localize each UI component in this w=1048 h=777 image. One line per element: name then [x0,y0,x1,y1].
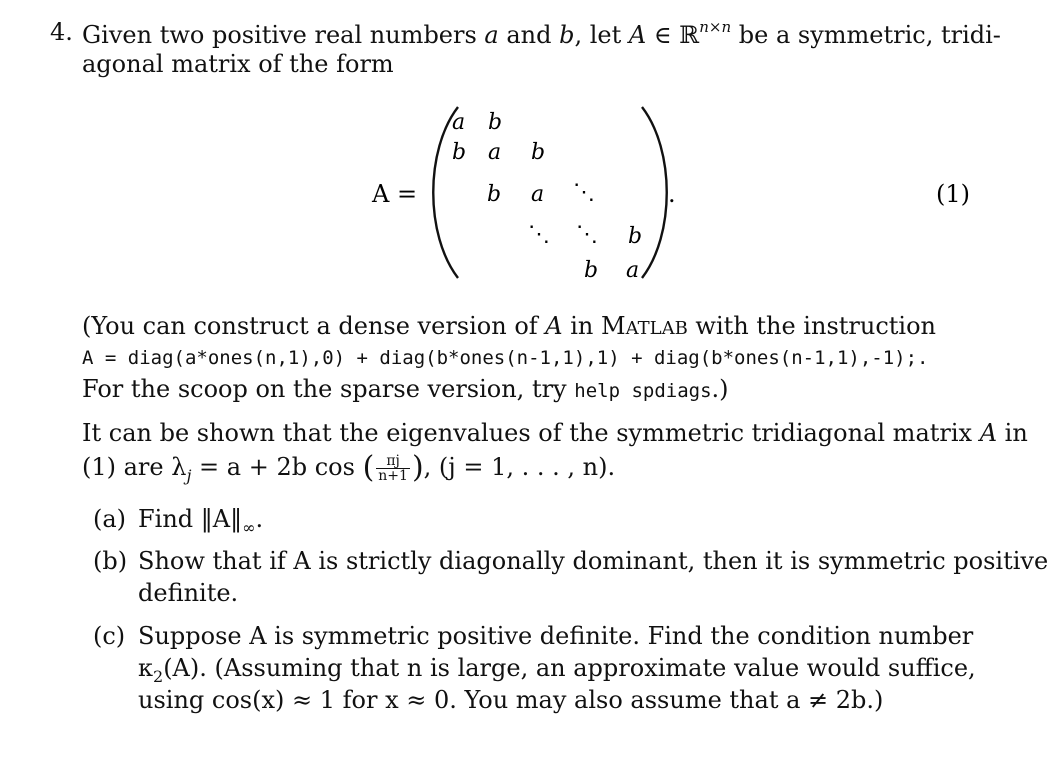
equation-number: (1) [936,180,970,208]
eigen-line-2: (1) are $\lambda_j = a + 2b$ cos ( $\frac{\pi j}{n+1}$ ), (j = 1, . . . , n). [82,450,616,485]
part-b-line-2: definite. [138,579,239,607]
matrix-entry: b [531,140,546,165]
part-c-line-2: $\kappa_2(A)$. (Assuming that n is large, an approximate value would suffice, [138,654,976,686]
matrix-equation [0,95,1024,295]
matlab-line-3: For the scoop on the sparse version, try help spdiags.) [82,375,729,403]
eigen-fraction: $\frac{\pi j}{n+1}$ [378,453,408,484]
matlab-line-1: (You can construct a dense version of A in MATLAB with the instruction [82,312,936,340]
matrix-entry: a [531,182,545,207]
problem-line-2: agonal matrix of the form [82,50,394,78]
matlab-code: A = diag(a*ones(n,1),0) + diag(b*ones(n-1,1),1) + diag(b*ones(n-1,1),-1);. [82,347,929,369]
matrix-entry: ⋱ [528,222,550,247]
part-b-label: (b) [93,547,128,575]
part-c-line-3: using cos(x) ≈ 1 for x ≈ 0. You may also assume that a ≠ 2b.) [138,686,884,714]
eigen-line-1: It can be shown that the eigenvalues of the symmetric tridiagonal matrix A in [82,419,1028,447]
matrix-entry: b [584,258,599,283]
part-a-label: (a) [93,505,127,533]
matrix-entry: b [487,182,502,207]
matrix-entry: b [488,110,503,135]
part-b-line-1: Show that if A is strictly diagonally dominant, then it is symmetric positive [138,547,1048,575]
matrix-entry: a [626,258,640,283]
matrix-entry: ⋱ [573,180,595,205]
equation-period: . [668,180,676,208]
matrix-entry: a [488,140,502,165]
matrix-entry: b [452,140,467,165]
part-a-text: Find $‖A‖_\infty$. [138,505,264,537]
equation-lhs: A = [372,180,418,208]
problem-line-1: Given two positive real numbers a and b, let A ∈ ℝ$^{n\times n}$ be a symmetric, tridi- [82,18,1001,49]
matrix-entry: ⋱ [576,222,598,247]
matrix-entry: a [452,110,466,135]
matrix-entry: b [628,224,643,249]
part-c-line-1: Suppose A is symmetric positive definite. Find the condition number [138,622,974,650]
problem-number: 4. [50,18,73,46]
help-command: help spdiags [574,380,712,402]
part-c-label: (c) [93,622,126,650]
right-paren [642,107,667,278]
